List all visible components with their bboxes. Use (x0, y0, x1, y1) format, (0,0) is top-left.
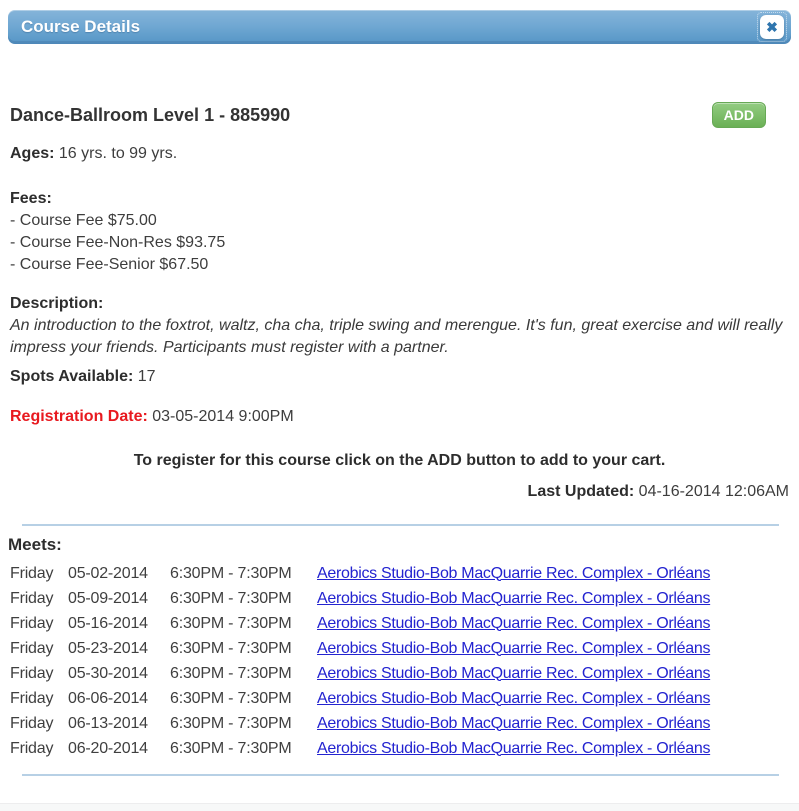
description-text: An introduction to the foxtrot, waltz, cha cha, triple swing and merengue. It's fun, great exercise and will really impress your friends. Participants must register with a partner. (10, 317, 783, 356)
meet-date: 06-13-2014 (68, 714, 148, 732)
location-link[interactable]: Aerobics Studio-Bob MacQuarrie Rec. Complex - Orléans (317, 614, 711, 632)
location-link[interactable]: Aerobics Studio-Bob MacQuarrie Rec. Complex - Orléans (317, 639, 711, 657)
meet-time: 6:30PM - 7:30PM (170, 564, 292, 582)
ages-value: 16 yrs. to 99 yrs. (58, 145, 178, 162)
meets-table (10, 561, 789, 761)
close-button[interactable] (760, 15, 784, 39)
meet-day: Friday (10, 639, 54, 657)
meet-date: 05-30-2014 (68, 664, 148, 682)
meet-row (10, 686, 789, 711)
description-label: Description: (10, 295, 104, 312)
meet-date: 06-20-2014 (68, 739, 148, 757)
registration-value: 03-05-2014 9:00PM (152, 408, 294, 425)
meet-day: Friday (10, 589, 54, 607)
ages-line (10, 145, 789, 163)
meet-day: Friday (10, 564, 54, 582)
last-updated-line (10, 483, 789, 501)
registration-label: Registration Date: (10, 408, 148, 425)
last-updated-label: Last Updated: (527, 483, 635, 500)
meet-day: Friday (10, 664, 54, 682)
location-link[interactable]: Aerobics Studio-Bob MacQuarrie Rec. Complex - Orléans (317, 739, 711, 757)
meet-row (10, 661, 789, 686)
meet-day: Friday (10, 689, 54, 707)
meet-time: 6:30PM - 7:30PM (170, 639, 292, 657)
fees-block (10, 188, 789, 276)
meet-time: 6:30PM - 7:30PM (170, 589, 292, 607)
divider (22, 774, 779, 776)
meet-day: Friday (10, 614, 54, 632)
meet-time: 6:30PM - 7:30PM (170, 689, 292, 707)
spots-value: 17 (137, 368, 156, 385)
fees-label: Fees: (10, 190, 52, 207)
meet-row (10, 736, 789, 761)
meet-row (10, 636, 789, 661)
fee-item: - Course Fee-Non-Res $93.75 (10, 234, 226, 251)
fee-item: - Course Fee $75.00 (10, 212, 157, 229)
modal-title: Course Details (21, 17, 141, 36)
meet-time: 6:30PM - 7:30PM (170, 739, 292, 757)
close-icon: ✖ (766, 19, 778, 35)
register-note: To register for this course click on the ADD button to add to your cart. (133, 452, 666, 469)
meets-label: Meets: (8, 535, 62, 554)
location-link[interactable]: Aerobics Studio-Bob MacQuarrie Rec. Complex - Orléans (317, 564, 711, 582)
ages-label: Ages: (10, 145, 55, 162)
meet-date: 05-16-2014 (68, 614, 148, 632)
add-button[interactable]: ADD (712, 102, 766, 128)
modal-header (8, 10, 791, 44)
fee-item: - Course Fee-Senior $67.50 (10, 256, 209, 273)
modal-footer-edge (0, 803, 799, 811)
close-button-focus-ring (757, 12, 787, 42)
location-link[interactable]: Aerobics Studio-Bob MacQuarrie Rec. Complex - Orléans (317, 664, 711, 682)
meet-day: Friday (10, 714, 54, 732)
location-link[interactable]: Aerobics Studio-Bob MacQuarrie Rec. Complex - Orléans (317, 714, 711, 732)
meet-time: 6:30PM - 7:30PM (170, 714, 292, 732)
meet-row (10, 561, 789, 586)
meet-time: 6:30PM - 7:30PM (170, 614, 292, 632)
location-link[interactable]: Aerobics Studio-Bob MacQuarrie Rec. Complex - Orléans (317, 589, 711, 607)
course-title-row (10, 102, 766, 128)
spots-line (10, 368, 789, 386)
meet-date: 06-06-2014 (68, 689, 148, 707)
meet-row (10, 611, 789, 636)
meet-row (10, 586, 789, 611)
last-updated-value: 04-16-2014 12:06AM (638, 483, 789, 500)
course-title: Dance-Ballroom Level 1 - 885990 (10, 105, 291, 125)
spots-label: Spots Available: (10, 368, 134, 385)
meet-row (10, 711, 789, 736)
meet-time: 6:30PM - 7:30PM (170, 664, 292, 682)
divider (22, 524, 779, 526)
meet-day: Friday (10, 739, 54, 757)
location-link[interactable]: Aerobics Studio-Bob MacQuarrie Rec. Complex - Orléans (317, 689, 711, 707)
meet-date: 05-09-2014 (68, 589, 148, 607)
meet-date: 05-23-2014 (68, 639, 148, 657)
registration-line (10, 408, 789, 426)
description-block (10, 293, 789, 359)
meet-date: 05-02-2014 (68, 564, 148, 582)
